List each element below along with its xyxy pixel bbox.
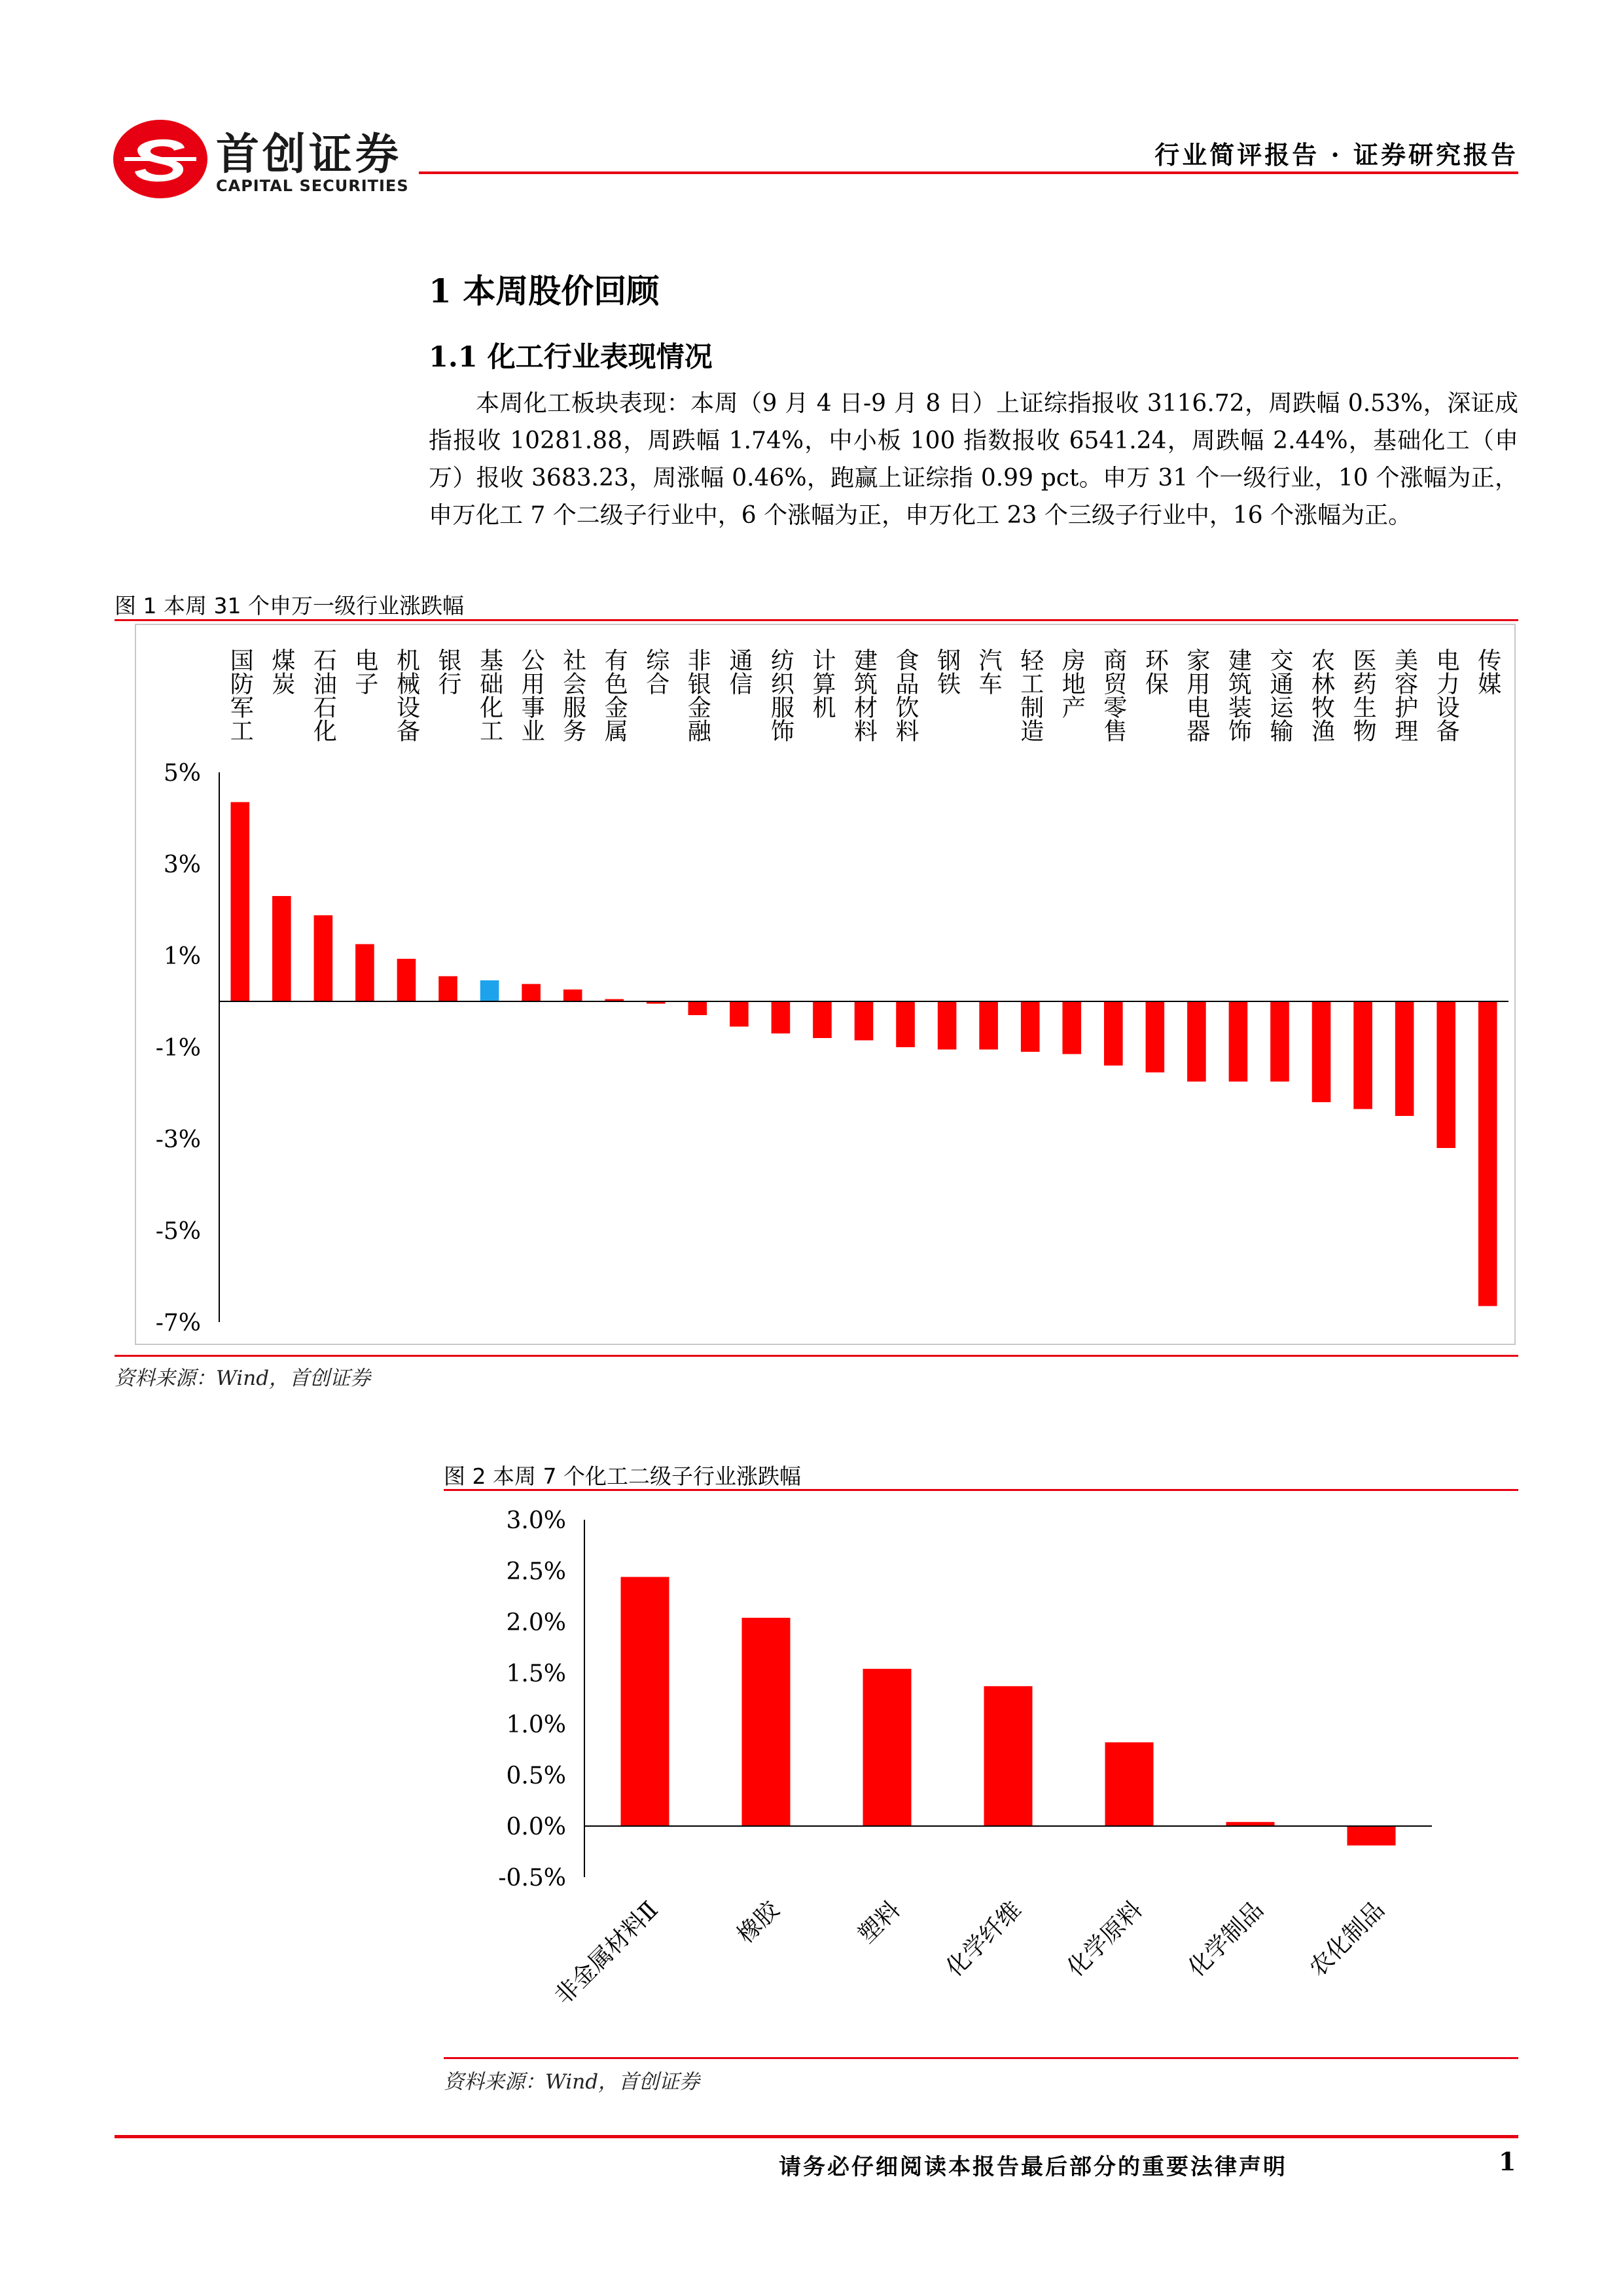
figure2-bar xyxy=(863,1669,912,1826)
report-type: 行业简评报告 · 证券研究报告 xyxy=(1154,140,1518,170)
footer-divider xyxy=(115,2135,1518,2138)
figure1-bar xyxy=(438,977,457,1002)
figure1-bar xyxy=(1270,1001,1289,1082)
figure2-y-tick-label: 0.5% xyxy=(506,1763,566,1789)
figure1-bar xyxy=(272,896,291,1001)
figure1-y-tick-label: -3% xyxy=(155,1126,201,1153)
figure1-bar xyxy=(979,1001,998,1050)
figure1-category-label: 非银金融 xyxy=(684,648,711,742)
figure1-bar xyxy=(1187,1001,1206,1082)
figure1-y-tick-label: 1% xyxy=(163,943,201,970)
figure1-category-label: 国防军工 xyxy=(226,648,254,742)
figure1-category-label: 轻工制造 xyxy=(1016,648,1044,742)
figure1-bar xyxy=(938,1001,957,1050)
figure2-category-label: 农化制品 xyxy=(1304,1896,1390,1982)
figure2-bar-chart xyxy=(444,1492,1518,2055)
figure1-category-label: 煤炭 xyxy=(268,648,295,695)
figure1-category-label: 电子 xyxy=(351,648,378,695)
figure2-bar xyxy=(1347,1826,1396,1846)
figure1-bar xyxy=(1062,1001,1081,1054)
figure2-category-label: 橡胶 xyxy=(732,1896,785,1949)
figure1-bar xyxy=(355,944,374,1002)
figure1-bar xyxy=(855,1001,874,1041)
figure1-bar xyxy=(688,1001,707,1015)
figure1-category-label: 房地产 xyxy=(1058,648,1086,719)
figure1-title: 图 1 本周 31 个申万一级行业涨跌幅 xyxy=(115,593,464,619)
figure1-category-label: 社会服务 xyxy=(559,648,586,742)
figure1-y-tick-label: 5% xyxy=(163,760,201,787)
figure1-source: 资料来源：Wind，首创证券 xyxy=(115,1367,371,1390)
figure1-bar xyxy=(1395,1001,1414,1116)
figure1-category-label: 公用事业 xyxy=(518,648,545,742)
section-heading: 1 本周股价回顾 xyxy=(429,272,660,310)
figure2-title: 图 2 本周 7 个化工二级子行业涨跌幅 xyxy=(444,1463,801,1489)
figure2-source: 资料来源：Wind，首创证券 xyxy=(444,2070,700,2094)
figure1-bar xyxy=(1146,1001,1165,1073)
figure1-category-label: 通信 xyxy=(725,648,753,695)
figure1-category-label: 家用电器 xyxy=(1183,648,1210,742)
figure2-category-label: 化学原料 xyxy=(1062,1896,1148,1982)
figure1-category-label: 电力设备 xyxy=(1433,648,1460,742)
subsection-heading: 1.1 化工行业表现情况 xyxy=(429,341,713,374)
company-logo-icon xyxy=(111,117,209,202)
figure1-top-rule xyxy=(115,619,1518,621)
figure1-bar xyxy=(1021,1001,1040,1052)
header-divider xyxy=(419,171,1518,174)
figure2-top-rule xyxy=(444,1489,1518,1491)
figure2-y-tick-label: 2.0% xyxy=(506,1609,566,1636)
figure1-category-label: 基础化工 xyxy=(476,648,503,742)
figure2-y-tick-label: 0.0% xyxy=(506,1814,566,1840)
figure2-y-tick-label: 2.5% xyxy=(506,1558,566,1585)
figure1-bar xyxy=(522,984,541,1001)
figure1-category-label: 建筑材料 xyxy=(850,648,878,742)
company-name-en: CAPITAL SECURITIES xyxy=(216,177,409,195)
figure1-category-label: 汽车 xyxy=(975,648,1003,695)
figure1-category-label: 综合 xyxy=(642,648,669,695)
figure1-category-label: 商贸零售 xyxy=(1099,648,1127,742)
figure2-category-label: 塑料 xyxy=(853,1896,906,1949)
figure1-y-tick-label: -5% xyxy=(155,1218,201,1245)
figure2-y-tick-label: -0.5% xyxy=(498,1865,566,1892)
body-paragraph: 本周化工板块表现：本周（9 月 4 日-9 月 8 日）上证综指报收 3116.72，周跌幅 0.53%，深证成指报收 10281.88，周跌幅 1.74%，中小板 100 指数报收 6541.24，周跌幅 2.44%，基础化工（申万）报收 3683.23，周涨幅 0.46%，跑赢上证综指 0.99 pct。申万 31 个一级行业，10 个涨幅为正，申万化工 7 个二级子行业中，6 个涨幅为正，申万化工 23 个三级子行业中，16 个涨幅为正。 xyxy=(429,390,1518,529)
figure1-bar xyxy=(563,990,582,1001)
figure1-category-label: 有色金属 xyxy=(601,648,628,742)
figure1-bar xyxy=(896,1001,915,1047)
company-name-cn: 首创证券 xyxy=(216,129,402,179)
figure1-category-label: 环保 xyxy=(1141,648,1169,695)
figure1-category-label: 银行 xyxy=(435,648,462,695)
figure2-bar xyxy=(1105,1742,1154,1826)
figure1-category-label: 钢铁 xyxy=(933,648,961,695)
figure1-category-label: 传媒 xyxy=(1474,648,1501,695)
figure1-category-label: 纺织服饰 xyxy=(767,648,794,742)
figure2-category-label: 化学纤维 xyxy=(941,1896,1027,1982)
figure2-category-label: 化学制品 xyxy=(1183,1896,1269,1982)
figure2-y-tick-label: 1.0% xyxy=(506,1712,566,1738)
figure1-category-label: 美容护理 xyxy=(1391,648,1418,742)
figure1-bar xyxy=(1478,1001,1497,1306)
figure1-y-tick-label: -1% xyxy=(155,1035,201,1062)
figure1-bar xyxy=(1312,1001,1331,1102)
figure1-category-label: 计算机 xyxy=(808,648,836,719)
figure2-bar xyxy=(742,1618,791,1826)
figure1-bar xyxy=(397,959,416,1001)
figure2-bar xyxy=(984,1686,1033,1826)
page-number: 1 xyxy=(1499,2147,1516,2176)
figure2-y-tick-label: 3.0% xyxy=(506,1507,566,1534)
figure1-bar xyxy=(813,1001,832,1038)
figure1-bar xyxy=(772,1001,791,1033)
figure1-category-label: 建筑装饰 xyxy=(1224,648,1252,742)
figure1-category-label: 医药生物 xyxy=(1349,648,1377,742)
figure1-bar xyxy=(1229,1001,1248,1082)
footer-disclaimer: 请务必仔细阅读本报告最后部分的重要法律声明 xyxy=(779,2154,1287,2180)
figure1-category-label: 农林牧渔 xyxy=(1308,648,1335,742)
figure1-category-label: 石油石化 xyxy=(310,648,337,742)
figure1-category-label: 机械设备 xyxy=(393,648,420,742)
figure1-bar xyxy=(1104,1001,1123,1066)
figure2-category-label: 非金属材料Ⅱ xyxy=(550,1896,664,2010)
figure1-bar xyxy=(1353,1001,1372,1109)
figure1-category-label: 食品饮料 xyxy=(892,648,919,742)
figure1-bar xyxy=(230,802,249,1002)
figure1-bar xyxy=(1436,1001,1455,1148)
figure2-bar xyxy=(621,1577,669,1826)
figure1-category-label: 交通运输 xyxy=(1266,648,1293,742)
figure1-bar-chart xyxy=(115,622,1518,1352)
figure2-y-tick-label: 1.5% xyxy=(506,1660,566,1687)
figure1-y-tick-label: -7% xyxy=(155,1310,201,1336)
figure1-bottom-rule xyxy=(115,1355,1518,1357)
figure1-y-tick-label: 3% xyxy=(163,852,201,878)
figure1-bar xyxy=(480,980,499,1001)
figure1-bar xyxy=(730,1001,749,1027)
figure2-bottom-rule xyxy=(444,2057,1518,2059)
figure1-bar xyxy=(314,915,333,1001)
